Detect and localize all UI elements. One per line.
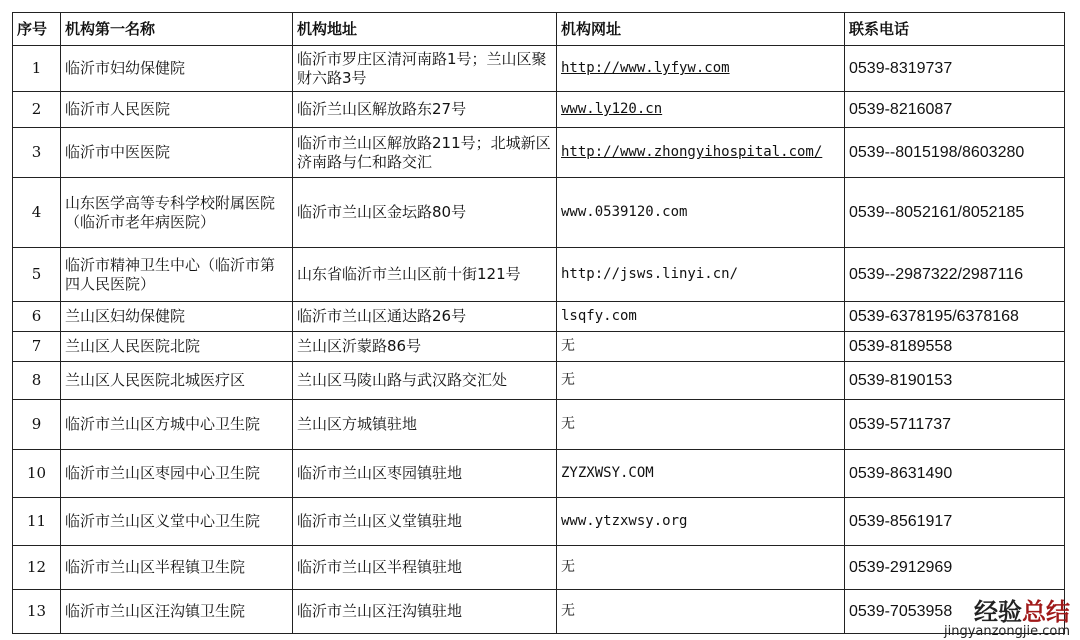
institution-name: 临沂市兰山区义堂中心卫生院 <box>61 498 293 546</box>
phone-cell: 0539-8190153 <box>845 362 1065 400</box>
table-row <box>13 546 1065 590</box>
phone-cell: 0539-5711737 <box>845 400 1065 450</box>
row-number: 4 <box>13 178 61 248</box>
url-cell: www.ytzxwsy.org <box>557 498 845 546</box>
table-row <box>13 400 1065 450</box>
institution-name: 临沂市精神卫生中心（临沂市第四人民医院） <box>61 248 293 302</box>
institution-address: 山东省临沂市兰山区前十街121号 <box>293 248 557 302</box>
institution-name: 临沂市兰山区方城中心卫生院 <box>61 400 293 450</box>
row-number: 8 <box>13 362 61 400</box>
table-row <box>13 590 1065 634</box>
row-number: 6 <box>13 302 61 332</box>
url-link[interactable]: http://www.zhongyihospital.com/ <box>561 144 823 160</box>
phone-cell: 0539-7053958 <box>845 590 1065 634</box>
url-cell[interactable] <box>557 92 845 128</box>
institution-name: 临沂市中医医院 <box>61 128 293 178</box>
institution-name: 临沂市妇幼保健院 <box>61 46 293 92</box>
table-row <box>13 332 1065 362</box>
phone-cell: 0539--2987322/2987116 <box>845 248 1065 302</box>
url-cell: http://jsws.linyi.cn/ <box>557 248 845 302</box>
institution-name: 临沂市人民医院 <box>61 92 293 128</box>
table-row <box>13 128 1065 178</box>
institution-name: 临沂市兰山区枣园中心卫生院 <box>61 450 293 498</box>
phone-cell: 0539--8052161/8052185 <box>845 178 1065 248</box>
url-cell[interactable] <box>557 128 845 178</box>
watermark-logo <box>944 599 1070 638</box>
url-cell: 无 <box>557 546 845 590</box>
row-number: 5 <box>13 248 61 302</box>
table-row <box>13 248 1065 302</box>
hospital-table <box>12 12 1065 634</box>
institution-address: 临沂兰山区解放路东27号 <box>293 92 557 128</box>
url-link[interactable]: www.ly120.cn <box>561 101 663 117</box>
url-cell: 无 <box>557 400 845 450</box>
row-number: 12 <box>13 546 61 590</box>
table-row <box>13 92 1065 128</box>
url-cell: 无 <box>557 332 845 362</box>
table-row <box>13 362 1065 400</box>
institution-address: 临沂市兰山区半程镇驻地 <box>293 546 557 590</box>
phone-cell: 0539-2912969 <box>845 546 1065 590</box>
institution-name: 兰山区人民医院北城医疗区 <box>61 362 293 400</box>
institution-name: 临沂市兰山区汪沟镇卫生院 <box>61 590 293 634</box>
url-cell: 无 <box>557 590 845 634</box>
watermark-url: jingyanzongjie.com <box>943 624 1070 639</box>
header-no: 序号 <box>13 13 61 46</box>
institution-address: 临沂市兰山区解放路211号；北城新区济南路与仁和路交汇 <box>293 128 557 178</box>
row-number: 9 <box>13 400 61 450</box>
institution-address: 兰山区沂蒙路86号 <box>293 332 557 362</box>
table-row <box>13 46 1065 92</box>
institution-address: 临沂市兰山区枣园镇驻地 <box>293 450 557 498</box>
watermark-text-a: 经验 <box>974 598 1022 626</box>
url-cell[interactable] <box>557 46 845 92</box>
header-address: 机构地址 <box>293 13 557 46</box>
url-link[interactable]: http://www.lyfyw.com <box>561 60 730 76</box>
phone-cell: 0539-8561917 <box>845 498 1065 546</box>
phone-cell: 0539-6378195/6378168 <box>845 302 1065 332</box>
url-cell: lsqfy.com <box>557 302 845 332</box>
institution-name: 山东医学高等专科学校附属医院（临沂市老年病医院） <box>61 178 293 248</box>
url-cell: ZYZXWSY.COM <box>557 450 845 498</box>
table-row <box>13 498 1065 546</box>
institution-address: 临沂市兰山区义堂镇驻地 <box>293 498 557 546</box>
row-number: 7 <box>13 332 61 362</box>
header-row <box>13 13 1065 46</box>
url-cell: www.0539120.com <box>557 178 845 248</box>
institution-address: 兰山区马陵山路与武汉路交汇处 <box>293 362 557 400</box>
table-row <box>13 302 1065 332</box>
row-number: 10 <box>13 450 61 498</box>
row-number: 1 <box>13 46 61 92</box>
institution-name: 兰山区人民医院北院 <box>61 332 293 362</box>
row-number: 11 <box>13 498 61 546</box>
table-row <box>13 450 1065 498</box>
institution-address: 临沂市兰山区通达路26号 <box>293 302 557 332</box>
institution-address: 临沂市罗庄区清河南路1号；兰山区聚财六路3号 <box>293 46 557 92</box>
url-cell: 无 <box>557 362 845 400</box>
phone-cell: 0539--8015198/8603280 <box>845 128 1065 178</box>
row-number: 13 <box>13 590 61 634</box>
institution-address: 临沂市兰山区金坛路80号 <box>293 178 557 248</box>
institution-name: 兰山区妇幼保健院 <box>61 302 293 332</box>
row-number: 3 <box>13 128 61 178</box>
header-phone: 联系电话 <box>845 13 1065 46</box>
phone-cell: 0539-8216087 <box>845 92 1065 128</box>
phone-cell: 0539-8319737 <box>845 46 1065 92</box>
row-number: 2 <box>13 92 61 128</box>
phone-cell: 0539-8189558 <box>845 332 1065 362</box>
table-row <box>13 178 1065 248</box>
institution-address: 临沂市兰山区汪沟镇驻地 <box>293 590 557 634</box>
header-name: 机构第一名称 <box>61 13 293 46</box>
institution-address: 兰山区方城镇驻地 <box>293 400 557 450</box>
watermark-text-b: 总结 <box>1022 598 1070 626</box>
header-url: 机构网址 <box>557 13 845 46</box>
phone-cell: 0539-8631490 <box>845 450 1065 498</box>
institution-name: 临沂市兰山区半程镇卫生院 <box>61 546 293 590</box>
